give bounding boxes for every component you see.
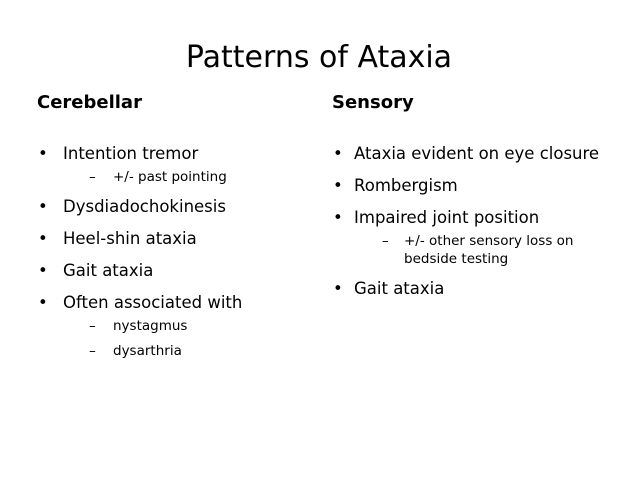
sub-item-text: dysarthria	[113, 343, 182, 359]
sub-item	[63, 342, 297, 360]
sub-list	[63, 168, 297, 186]
dash-marker: –	[89, 169, 96, 185]
bullet-item	[37, 259, 297, 282]
sub-list	[354, 232, 612, 268]
dash-marker: –	[89, 318, 96, 334]
bullet-item	[332, 277, 612, 300]
bullet-marker: •	[38, 229, 48, 248]
bullet-marker: •	[38, 261, 48, 280]
bullet-text: Often associated with	[63, 293, 243, 312]
bullet-item	[332, 142, 612, 165]
bullet-text: Rombergism	[354, 176, 458, 195]
sub-item-text: +/- past pointing	[113, 169, 227, 185]
bullet-marker: •	[38, 197, 48, 216]
bullet-marker: •	[333, 144, 343, 163]
bullet-text: Intention tremor	[63, 144, 199, 163]
sub-item	[354, 232, 612, 268]
bullet-marker: •	[38, 144, 48, 163]
sub-item	[63, 168, 297, 186]
cerebellar-column	[37, 90, 297, 369]
sensory-list	[332, 142, 612, 300]
dash-marker: –	[382, 233, 389, 249]
slide-title: Patterns of Ataxia	[185, 40, 453, 75]
sub-item-text: +/- other sensory loss on bedside testing	[404, 233, 574, 267]
cerebellar-heading: Cerebellar	[37, 92, 142, 113]
bullet-marker: •	[333, 279, 343, 298]
bullet-item	[37, 227, 297, 250]
bullet-marker: •	[38, 293, 48, 312]
bullet-text: Impaired joint position	[354, 208, 540, 227]
bullet-marker: •	[333, 176, 343, 195]
sub-list	[63, 317, 297, 360]
dash-marker: –	[89, 343, 96, 359]
bullet-item	[332, 174, 612, 197]
bullet-item	[37, 291, 297, 360]
bullet-marker: •	[333, 208, 343, 227]
bullet-text: Ataxia evident on eye closure	[354, 144, 600, 163]
bullet-text: Gait ataxia	[354, 279, 445, 298]
sensory-heading: Sensory	[332, 92, 414, 113]
bullet-text: Dysdiadochokinesis	[63, 197, 226, 216]
bullet-item	[332, 206, 612, 268]
cerebellar-list	[37, 142, 297, 360]
bullet-item	[37, 142, 297, 186]
sensory-column	[332, 90, 612, 309]
sub-item-text: nystagmus	[113, 318, 188, 334]
bullet-item	[37, 195, 297, 218]
sub-item	[63, 317, 297, 335]
bullet-text: Gait ataxia	[63, 261, 154, 280]
bullet-text: Heel-shin ataxia	[63, 229, 197, 248]
